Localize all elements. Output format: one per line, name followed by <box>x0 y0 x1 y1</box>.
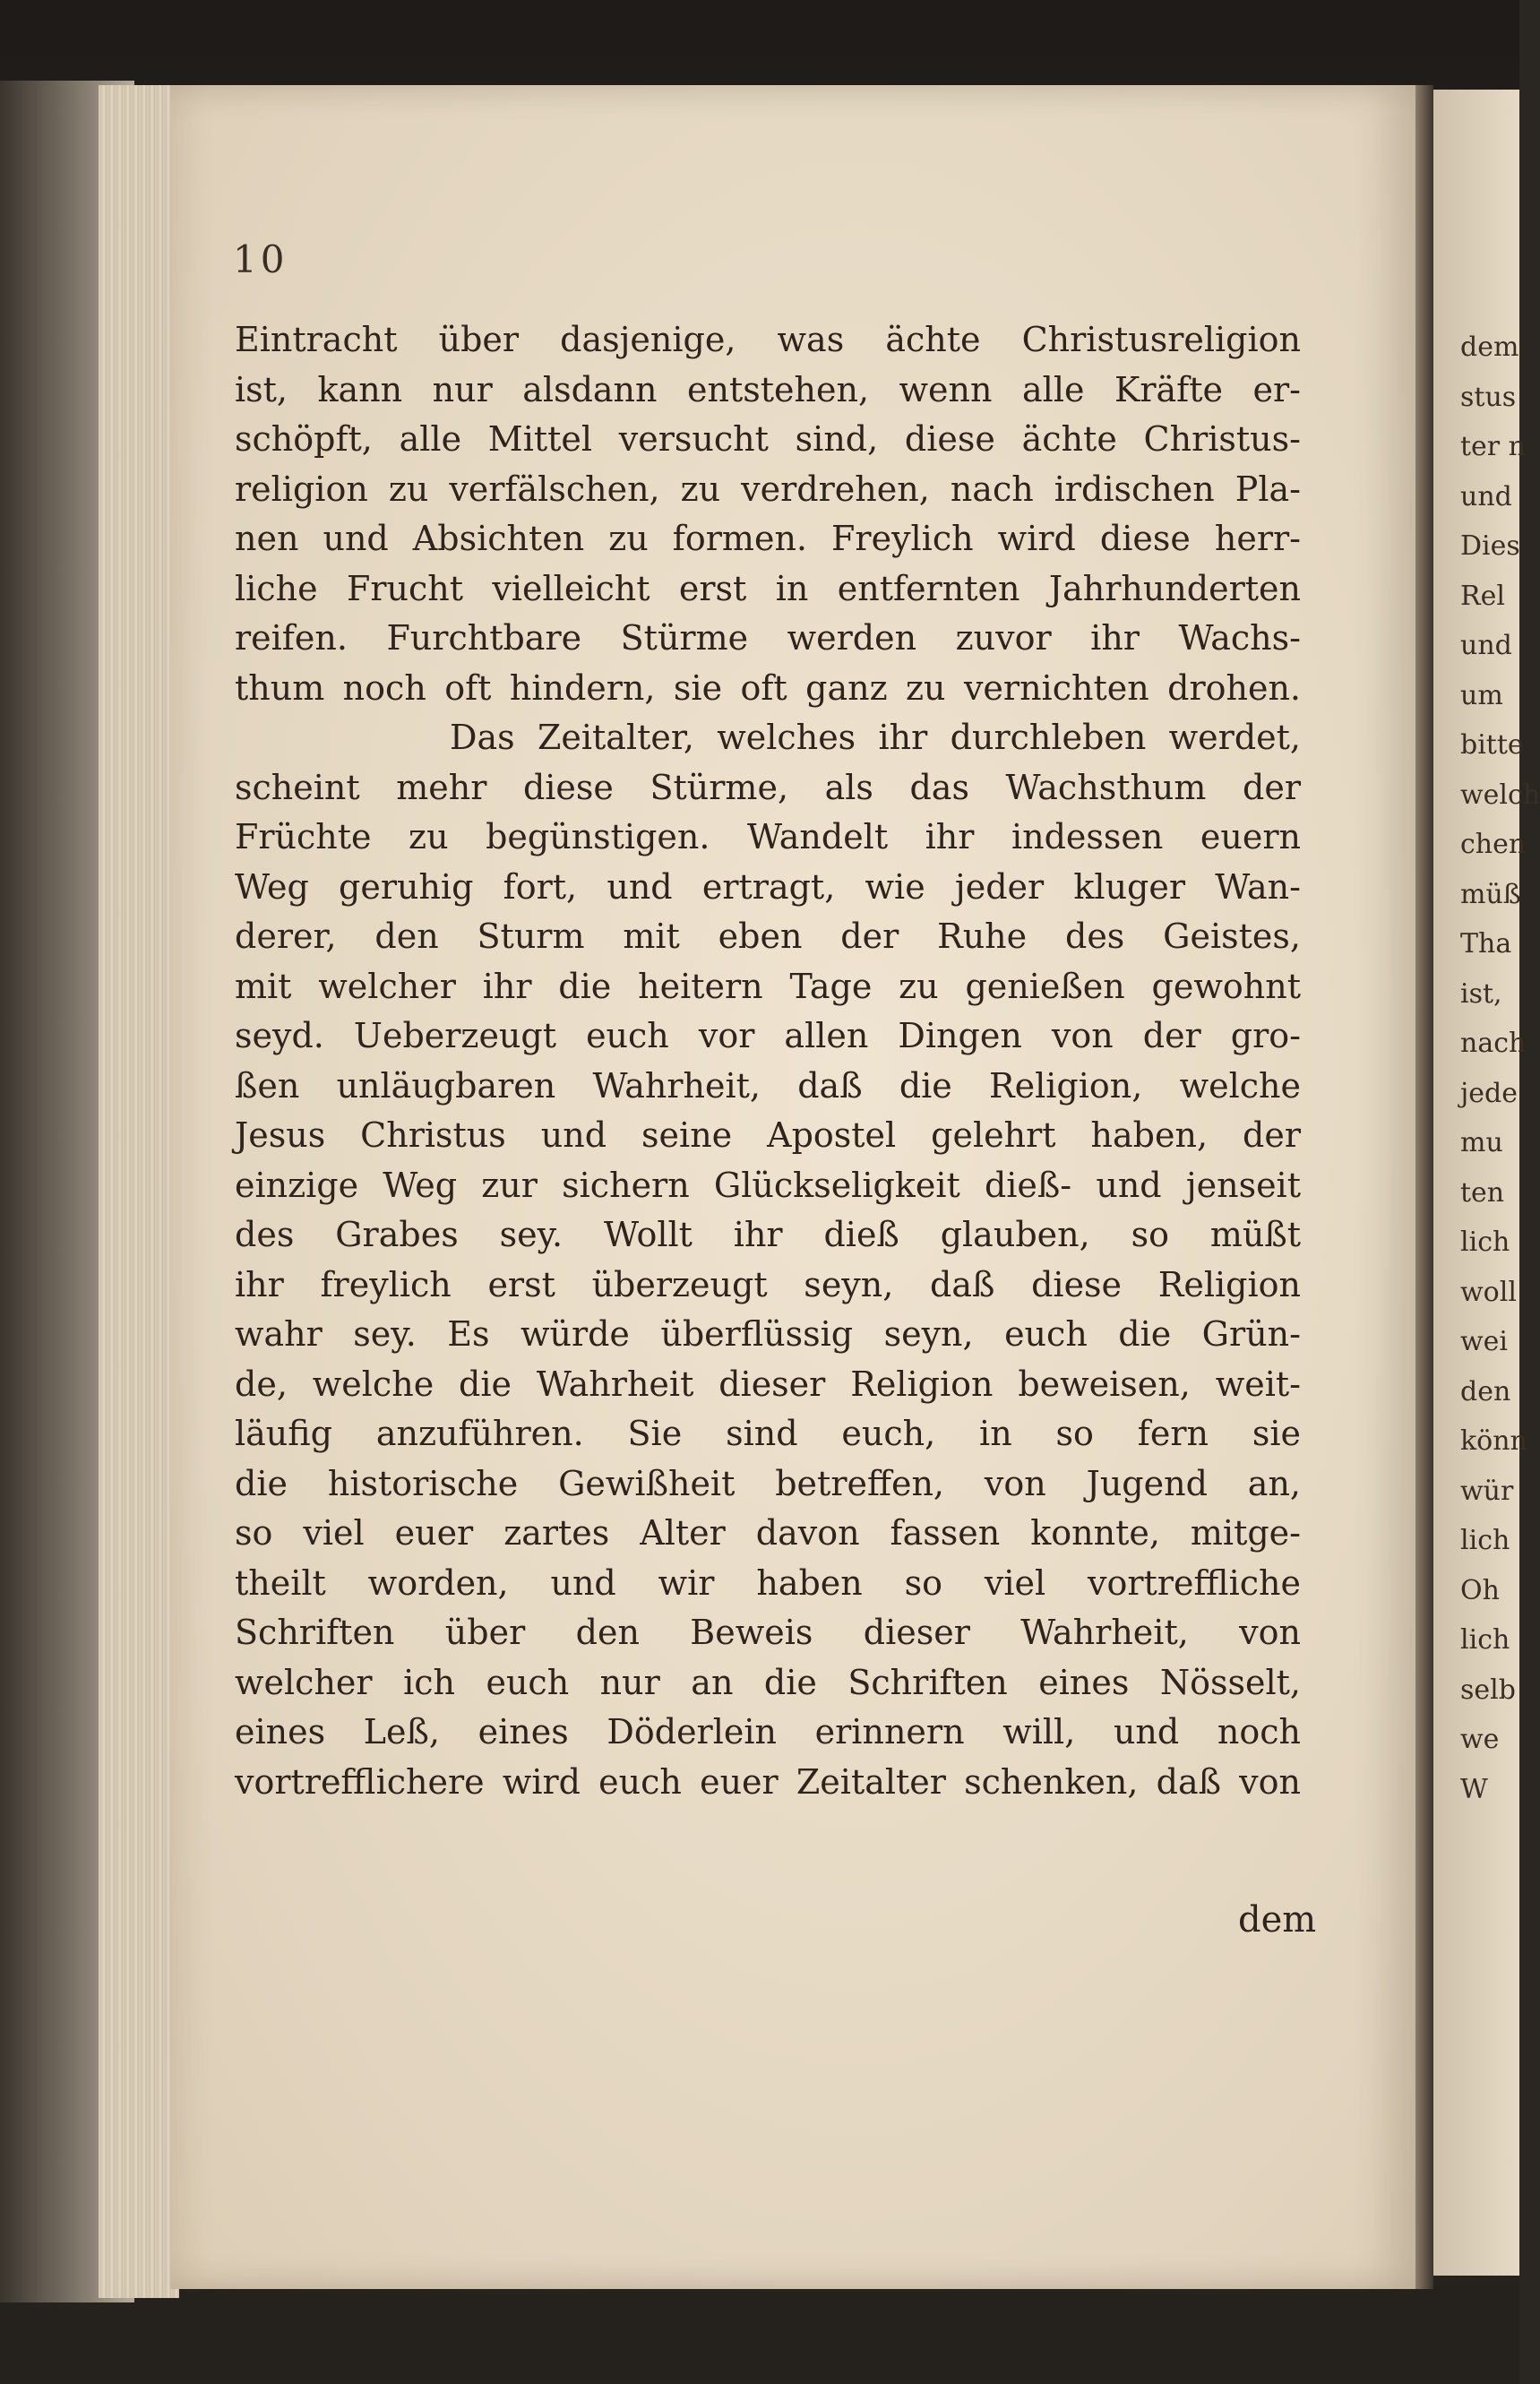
text-line: ihr freylich erst überzeugt seyn, daß diese Religion <box>235 1264 1301 1304</box>
page-stack-edges <box>99 85 179 2298</box>
facing-page-line: und <box>1460 480 1512 512</box>
facing-page-line: müß <box>1460 878 1521 910</box>
text-line: religion zu verfälschen, zu verdrehen, nach irdischen Pla- <box>235 469 1301 509</box>
facing-page-line: um <box>1460 679 1503 711</box>
book-gutter <box>1415 85 1433 2289</box>
text-line: ist, kann nur alsdann entstehen, wenn alle Kräfte er- <box>235 369 1301 409</box>
facing-page-line: woll <box>1460 1276 1517 1308</box>
facing-page-line: ten <box>1460 1176 1505 1209</box>
text-line: liche Frucht vielleicht erst in entfernten Jahrhunderten <box>235 568 1301 608</box>
text-line: des Grabes sey. Wollt ihr dieß glauben, so müßt <box>235 1215 1301 1254</box>
text-line: eines Leß, eines Döderlein erinnern will, und noch <box>235 1712 1301 1751</box>
facing-page-line: lich <box>1460 1624 1510 1656</box>
facing-page <box>1433 90 1540 2276</box>
text-line: läufig anzuführen. Sie sind euch, in so fern sie <box>235 1414 1301 1453</box>
text-line: Eintracht über dasjenige, was ächte Christusreligion <box>235 320 1301 359</box>
facing-page-line: bitte <box>1460 729 1524 761</box>
facing-page-line: wür <box>1460 1475 1514 1507</box>
text-line: Das Zeitalter, welches ihr durchleben werdet, <box>450 718 1301 757</box>
facing-page-line: Oh <box>1460 1574 1500 1606</box>
facing-page-line: we <box>1460 1724 1500 1755</box>
text-line: Schriften über den Beweis dieser Wahrheit, von <box>235 1613 1301 1652</box>
text-line: wahr sey. Es würde überflüssig seyn, euch die Grün- <box>235 1314 1301 1354</box>
facing-page-line: Dies <box>1460 530 1520 562</box>
facing-page-line: ist, <box>1460 977 1502 1010</box>
facing-page-line: chen <box>1460 829 1527 860</box>
facing-page-line: Rel <box>1460 580 1505 612</box>
text-line: Jesus Christus und seine Apostel gelehrt haben, der <box>235 1115 1301 1155</box>
facing-page-line: lich <box>1460 1226 1510 1258</box>
page-number: 10 <box>233 237 288 281</box>
text-line: derer, den Sturm mit eben der Ruhe des Geistes, <box>235 917 1301 956</box>
facing-page-line: W <box>1460 1773 1488 1805</box>
text-line: die historische Gewißheit betreffen, von Jugend an, <box>235 1463 1301 1503</box>
text-line: so viel euer zartes Alter davon fassen konnte, mitge- <box>235 1513 1301 1553</box>
text-line: de, welche die Wahrheit dieser Religion beweisen, weit- <box>235 1364 1301 1404</box>
facing-page-line: wei <box>1460 1326 1509 1357</box>
facing-page-line: jede <box>1460 1077 1518 1109</box>
facing-page-text <box>1433 323 1540 1814</box>
text-line: Weg geruhig fort, und ertragt, wie jeder kluger Wan- <box>235 866 1301 907</box>
facing-page-line: stus <box>1460 381 1517 413</box>
text-line: ßen unläugbaren Wahrheit, daß die Religion, welche <box>235 1065 1301 1106</box>
facing-page-line: den <box>1460 1375 1511 1407</box>
facing-page-line: Tha <box>1460 928 1512 960</box>
text-line: theilt worden, und wir haben so viel vortreffliche <box>235 1562 1301 1603</box>
facing-page-line: könn <box>1460 1425 1527 1457</box>
facing-page-line: welch <box>1460 779 1540 811</box>
text-line: scheint mehr diese Stürme, als das Wachsthum der <box>235 767 1301 807</box>
text-line: Früchte zu begünstigen. Wandelt ihr indessen euern <box>235 817 1301 856</box>
text-line: vortrefflichere wird euch euer Zeitalter schenken, daß von <box>235 1761 1301 1802</box>
facing-page-line: lich <box>1460 1525 1510 1556</box>
facing-page-line: nach <box>1460 1028 1527 1059</box>
text-line: schöpft, alle Mittel versucht sind, diese ächte Christus- <box>235 419 1301 459</box>
facing-page-line: selb <box>1460 1674 1516 1706</box>
facing-page-line: mu <box>1460 1127 1503 1158</box>
text-line: welcher ich euch nur an die Schriften eines Nösselt, <box>235 1662 1301 1702</box>
text-line: mit welcher ihr die heitern Tage zu genießen gewohnt <box>235 966 1301 1006</box>
text-line: thum noch oft hindern, sie oft ganz zu vernichten drohen. <box>235 667 1301 708</box>
text-line: seyd. Ueberzeugt euch vor allen Dingen von der gro- <box>235 1016 1301 1055</box>
text-line: reifen. Furchtbare Stürme werden zuvor ihr Wachs- <box>235 618 1301 658</box>
page-body-text <box>235 315 1301 1807</box>
facing-page-line: und <box>1460 630 1512 661</box>
text-line: nen und Absichten zu formen. Freylich wird diese herr- <box>235 519 1301 558</box>
facing-page-line: ter n <box>1460 431 1527 462</box>
catchword: dem <box>1238 1899 1317 1941</box>
facing-page-line: dem <box>1460 331 1519 363</box>
text-line: einzige Weg zur sichern Glückseligkeit dieß- und jenseit <box>235 1165 1301 1205</box>
